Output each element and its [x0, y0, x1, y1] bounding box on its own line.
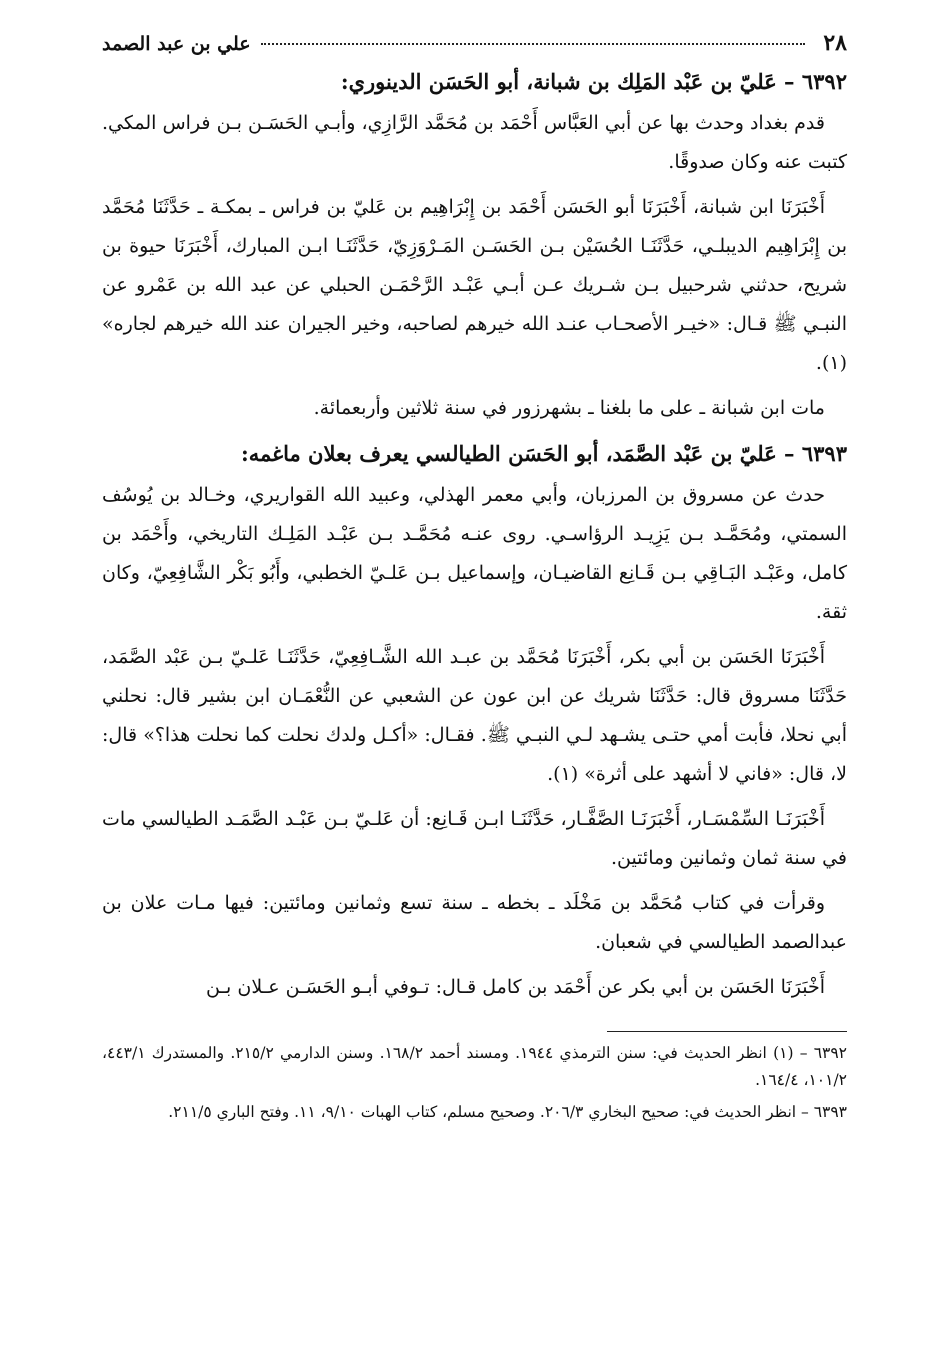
- footnote-divider: [607, 1031, 847, 1032]
- entry-heading: ٦٣٩٢ – عَليّ بن عَبْد المَلِك بن شبانة، أبو الحَسَن الدينوري:: [340, 69, 847, 94]
- paragraph: وقرأت في كتاب مُحَمَّد بن مَخْلَد ـ بخطه ـ سنة تسع وثمانين ومائتين: فيها مـات علان بن عبدالصمد الطيالسي في شعبان.: [102, 892, 847, 953]
- entry-heading: ٦٣٩٣ – عَليّ بن عَبْد الصَّمَد، أبو الحَسَن الطيالسي يعرف بعلان ماغمه:: [240, 441, 847, 466]
- paragraph: مات ابن شبانة ـ على ما بلغنا ـ بشهرزور في سنة ثلاثين وأربعمائة.: [313, 397, 825, 419]
- paragraph: أَخْبَرَنَا ابن شبانة، أَخْبَرَنَا أبو الحَسَن أَحْمَد بن إِبْرَاهِيم بن عَليّ بن فراس ـ بمكـة ـ حَدَّثَنَا مُحَمَّد بن إِبْرَاهِيم الديبلـي، حَدَّثَنَـا الحُسَيْن بـن الحَسَـن المَـرْوَزِيّ، حَدَّثَنَـا ابـن المبارك، أَخْبَرَنَا حيوة بن شريح، حدثني شرحبيل بـن شـريك عـن أبـي عَبْـد الرَّحْمَـن الحبلي عن عبد الله بن عَمْرو عن النبـي ﷺ قـال: «خيـر الأصحـاب عنـد الله خيرهم لصاحبه، وخير الجيران عند الله خيرهم لجاره» (١).: [102, 196, 847, 374]
- footnote: ٦٣٩٢ – (١) انظر الحديث في: سنن الترمذي ١٩٤٤. ومسند أحمد ١٦٨/٢. وسنن الدارمي ٢١٥/٢. والمستدرك ٤٤٣/١، ١٠١/٢، ١٦٤/٤.: [102, 1044, 847, 1089]
- page-number: ٢٨: [823, 30, 847, 56]
- paragraph: حدث عن مسروق بن المرزبان، وأبي معمر الهذلي، وعبيد الله القواريري، وخـالد بن يُوسُف السمتي، ومُحَمَّـد بـن يَزِيـد الرؤاسـي. روى عنـه مُحَمَّـد بـن عَبْـد المَلِـك التاريخي، وأَحْمَد بن كامل، وعَبْـد البَـاقِي بـن قَـانِع القاضيـان، وإسماعيل بـن عَلـيّ الخطبي، وأَبُو بَكْر الشَّافِعِيّ، وكان ثقة.: [102, 484, 847, 623]
- footnote: ٦٣٩٣ – انظر الحديث في: صحيح البخاري ٢٠٦/٣. وصحيح مسلم، كتاب الهبات ٩/١٠، ١١. وفتح الباري ٢١١/٥.: [168, 1103, 847, 1121]
- leader-dots: [261, 43, 806, 45]
- paragraph: أَخْبَرَنَا الحَسَن بن أبي بكر، أَخْبَرَنَا مُحَمَّد بن عبـد الله الشَّـافِعِيّ، حَدَّثَنَـا عَلـيّ بـن عَبْد الصَّمَد، حَدَّثَنَا مسروق قال: حَدَّثَنَا شريك عن ابن عون عن الشعبي عن النُّعْمَـان ابن بشير قال: نحلني أبي نحلا، فأبت أمي حتـى يشـهد لـي النبـي ﷺ. فقـال: «أكـل ولدك نحلت كما نحلت هذا؟» قال: لا، قال: «فاني لا أشهد على أثرة» (١).: [102, 646, 847, 785]
- paragraph: قدم بغداد وحدث بها عن أبي العَبَّاس أَحْمَد بن مُحَمَّد الرَّازِي، وأبـي الحَسَـن بـن فراس المكي. كتبت عنه وكان صدوقًا.: [102, 112, 847, 173]
- running-title: علي بن عبد الصمد: [102, 33, 251, 55]
- running-header: [102, 30, 847, 60]
- paragraph: أَخْبَرَنَا الحَسَن بن أبي بكر عن أَحْمَد بن كامل قـال: تـوفي أبـو الحَسَـن عـلان بـن: [206, 976, 825, 998]
- paragraph: أَخْبَرَنَـا السِّمْسَـار، أَخْبَرَنَـا الصَّفَّـار، حَدَّثَنَـا ابـن قَـانِع: أن عَلـيّ بـن عَبْـد الصَّمَـد الطيالسي مات في سنة ثمان وثمانين ومائتين.: [102, 808, 847, 869]
